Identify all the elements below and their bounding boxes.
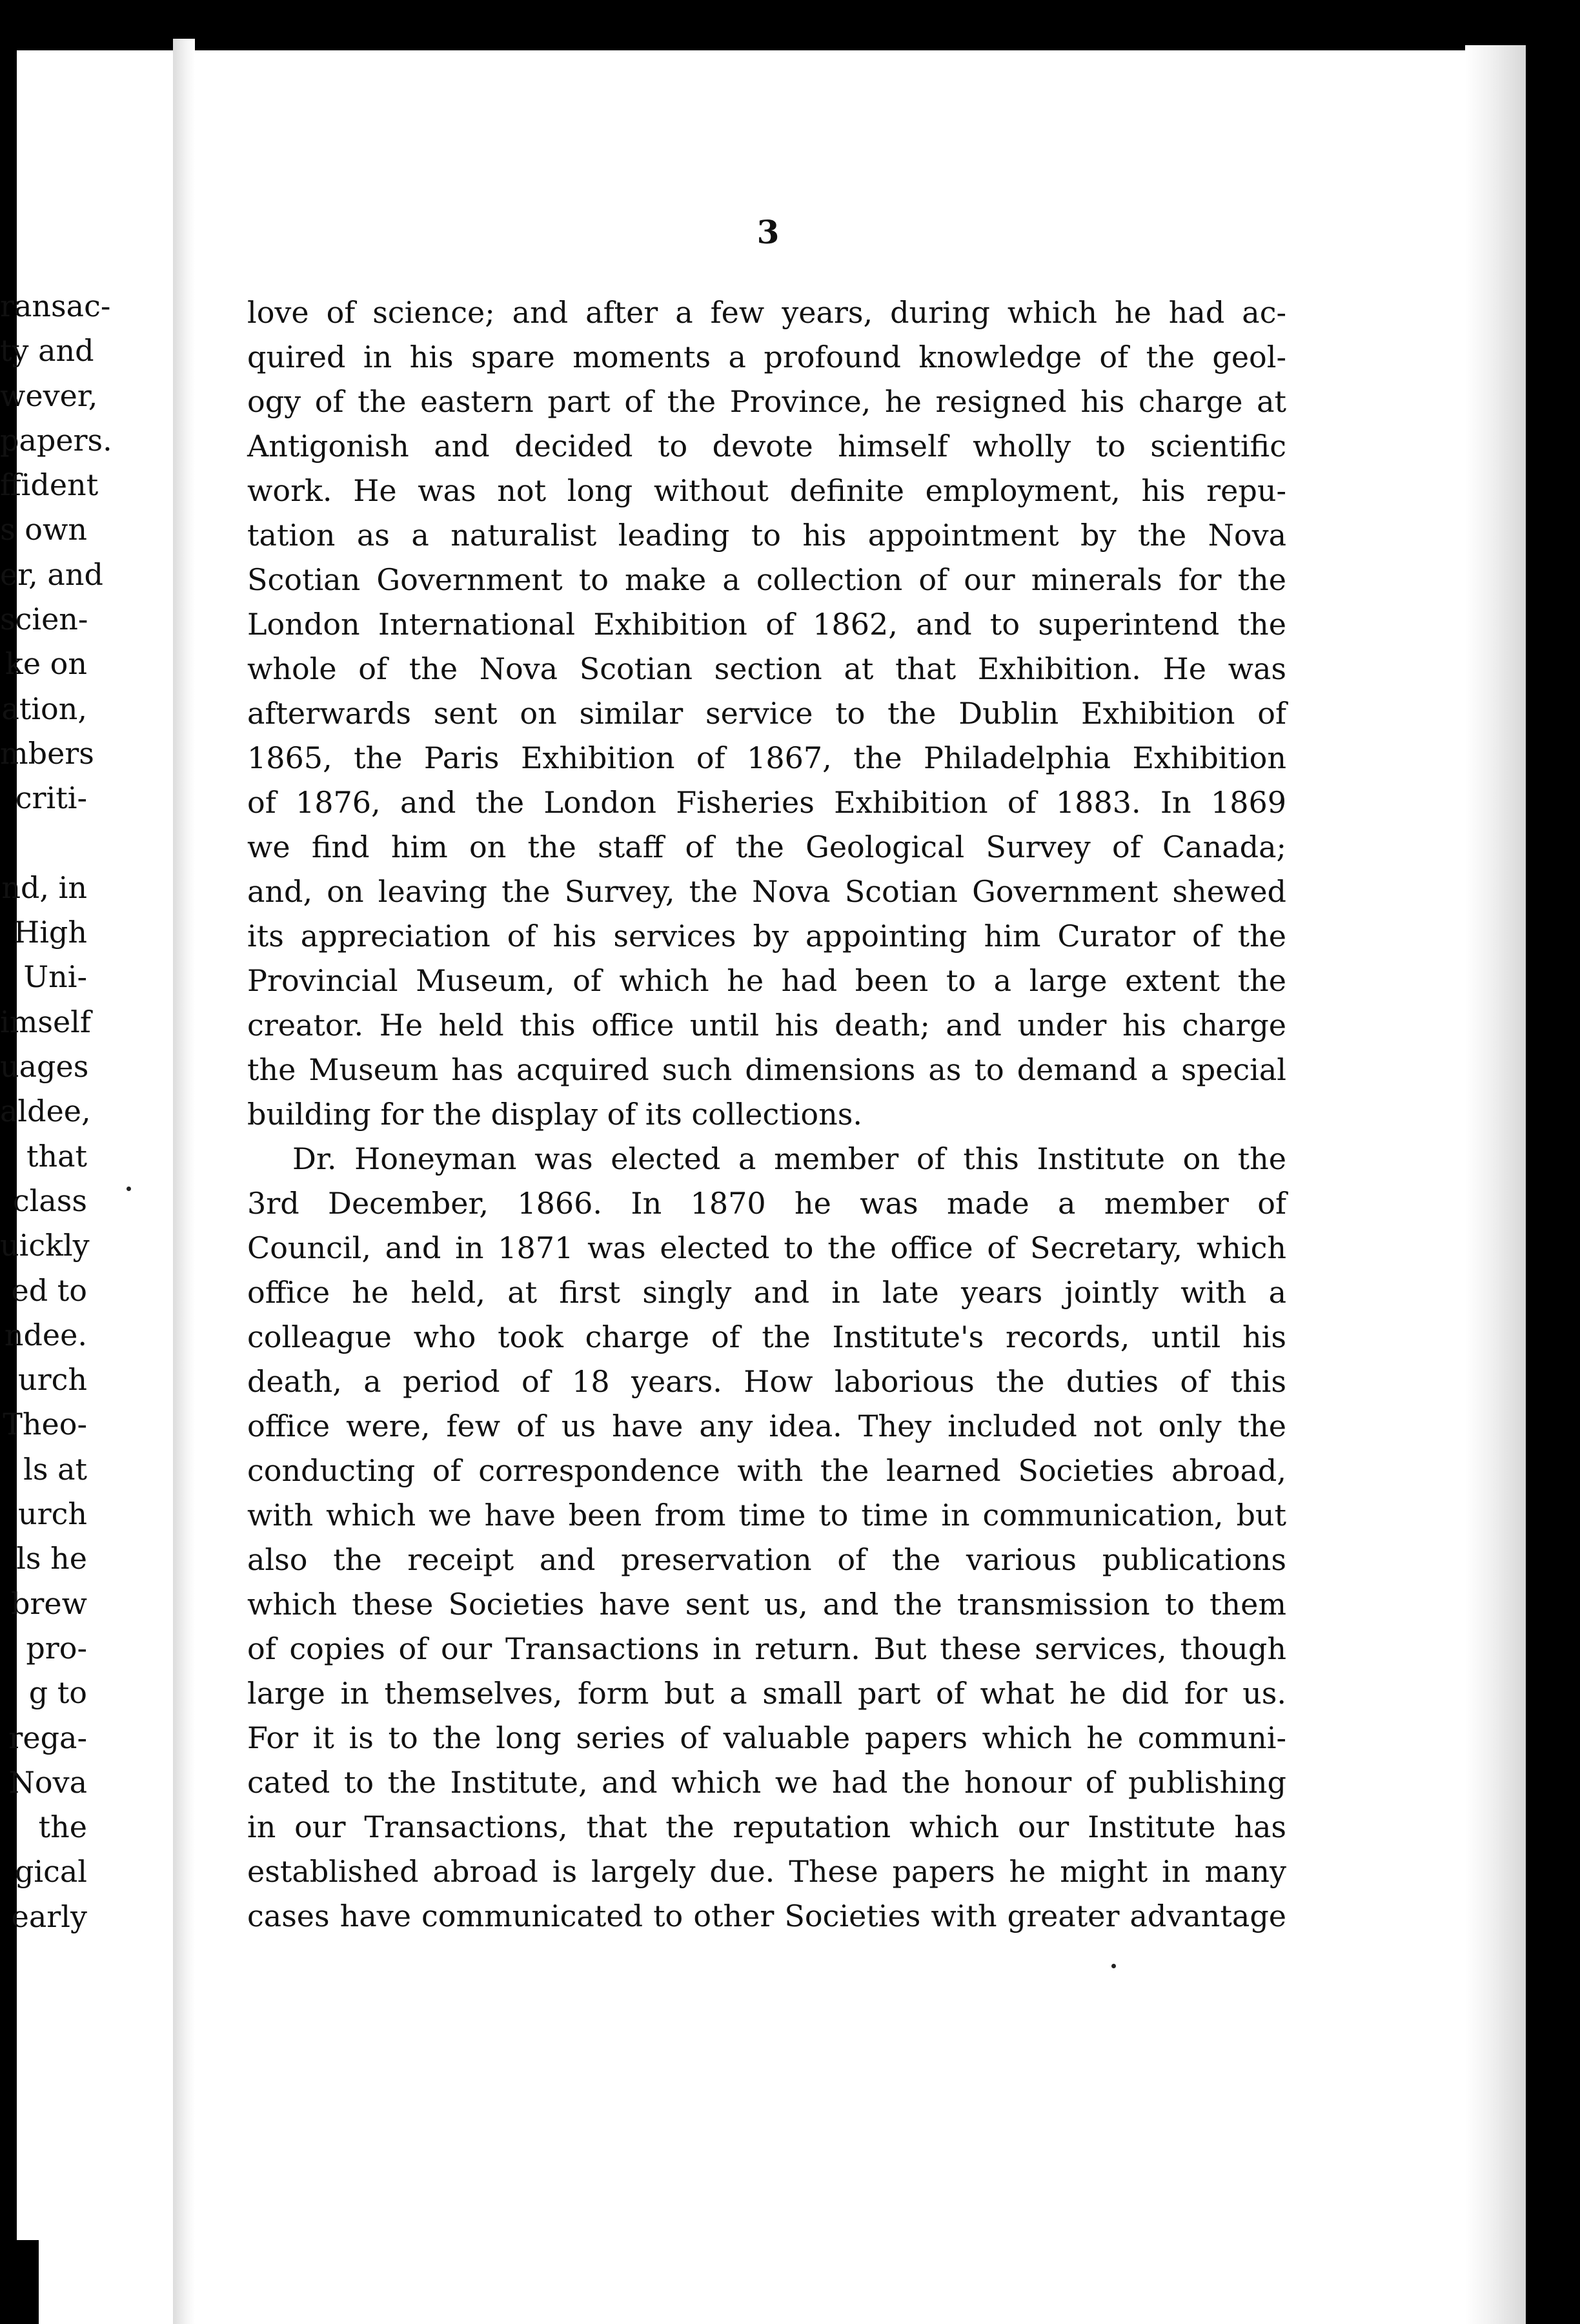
- fragment-line: g to: [28, 1675, 87, 1711]
- text-line: which these Societies have sent us, and the transmission to them: [247, 1587, 1286, 1622]
- text-line: Dr. Honeyman was elected a member of this Institute on the: [292, 1141, 1286, 1176]
- page-edge-shadow: [1465, 45, 1526, 2324]
- fragment-line: rega-: [8, 1720, 87, 1755]
- fragment-line: Theo-: [3, 1407, 87, 1442]
- fragment-line: ty and: [0, 333, 94, 369]
- text-line: work. He was not long without definite employment, his repu-: [247, 473, 1286, 508]
- text-line: quired in his spare moments a profound knowledge of the geol-: [247, 340, 1286, 374]
- fragment-line: s own: [0, 512, 87, 547]
- text-line: office were, few of us have any idea. They included not only the: [247, 1409, 1286, 1443]
- text-line: and, on leaving the Survey, the Nova Scotian Government shewed: [247, 874, 1286, 909]
- fragment-line: brew: [10, 1585, 87, 1621]
- fragment-line: class: [12, 1183, 87, 1218]
- text-line: ogy of the eastern part of the Province, he resigned his charge at: [247, 384, 1286, 419]
- fragment-line: ffident: [0, 467, 99, 503]
- text-line: its appreciation of his services by appointing him Curator of the: [247, 919, 1286, 953]
- fragment-line: ls at: [23, 1451, 87, 1487]
- fragment-line: pro-: [26, 1630, 87, 1666]
- text-line: in our Transactions, that the reputation which our Institute has: [247, 1809, 1286, 1844]
- fragment-line: wever,: [0, 378, 98, 413]
- fragment-line: papers.: [0, 422, 112, 458]
- fragment-line: urch: [17, 1496, 87, 1532]
- body-text: [247, 290, 1286, 1939]
- fragment-line: [0, 821, 87, 866]
- fragment-line: er, and: [0, 556, 103, 592]
- speck-mark: [127, 1187, 131, 1191]
- text-line: death, a period of 18 years. How laborious the duties of this: [247, 1364, 1286, 1399]
- fragment-line: scien-: [0, 602, 88, 637]
- text-line: the Museum has acquired such dimensions as to demand a special: [247, 1052, 1286, 1087]
- fragment-line: that: [26, 1138, 87, 1174]
- text-line: whole of the Nova Scotian section at that Exhibition. He was: [247, 651, 1286, 686]
- text-line: established abroad is largely due. These papers he might in many: [247, 1854, 1286, 1889]
- fragment-line: mbers: [0, 735, 94, 771]
- text-line: large in themselves, form but a small part of what he did for us.: [247, 1676, 1286, 1711]
- fragment-line: ls he: [16, 1541, 87, 1576]
- text-line: building for the display of its collections.: [247, 1097, 862, 1132]
- fragment-line: uages: [0, 1049, 89, 1085]
- text-line: with which we have been from time to time in communication, but: [247, 1498, 1286, 1533]
- fragment-line: ation,: [1, 691, 87, 726]
- text-line: colleague who took charge of the Institute's records, until his: [247, 1320, 1286, 1354]
- fragment-line: ed to: [11, 1272, 87, 1308]
- fragment-line: nd, in: [1, 870, 87, 905]
- text-line: Antigonish and decided to devote himself wholly to scientific: [247, 429, 1286, 464]
- fragment-line: early: [11, 1899, 87, 1934]
- text-line: creator. He held this office until his death; and under his charge: [247, 1008, 1286, 1043]
- text-line: we find him on the staff of the Geological Survey of Canada;: [247, 830, 1286, 864]
- scan-border-right: [1526, 0, 1580, 2324]
- text-line: office he held, at first singly and in late years jointly with a: [247, 1275, 1286, 1310]
- text-line: love of science; and after a few years, during which he had ac-: [247, 295, 1286, 330]
- previous-page-fragment: [0, 284, 112, 1939]
- speck-mark: [1111, 1964, 1116, 1968]
- fragment-line: the: [38, 1809, 87, 1845]
- text-line: Provincial Museum, of which he had been to a large extent the: [247, 963, 1286, 998]
- text-line: of copies of our Transactions in return. But these services, though: [247, 1631, 1286, 1666]
- page-number: 3: [756, 213, 780, 251]
- text-line: tation as a naturalist leading to his appointment by the Nova: [247, 518, 1286, 553]
- text-line: 1865, the Paris Exhibition of 1867, the Philadelphia Exhibition: [247, 740, 1286, 775]
- text-line: For it is to the long series of valuable papers which he communi-: [247, 1720, 1286, 1755]
- text-line: Council, and in 1871 was elected to the office of Secretary, which: [247, 1230, 1286, 1265]
- text-line: also the receipt and preservation of the various publications: [247, 1542, 1286, 1577]
- fragment-line: ke on: [5, 646, 87, 682]
- fragment-line: High: [14, 915, 87, 950]
- fragment-line: urch: [17, 1362, 87, 1398]
- fragment-line: ndee.: [4, 1317, 87, 1352]
- text-line: Scotian Government to make a collection of our minerals for the: [247, 562, 1286, 597]
- fragment-line: imself: [0, 1004, 91, 1039]
- fragment-line: criti-: [15, 780, 87, 816]
- fragment-line: aldee,: [0, 1094, 91, 1129]
- fragment-line: Nova: [8, 1764, 87, 1800]
- text-line: cated to the Institute, and which we had the honour of publishing: [247, 1765, 1286, 1800]
- text-line: of 1876, and the London Fisheries Exhibition of 1883. In 1869: [247, 785, 1286, 820]
- text-line: afterwards sent on similar service to the Dublin Exhibition of: [247, 696, 1286, 731]
- text-line: cases have communicated to other Societies with greater advantage: [247, 1899, 1286, 1933]
- text-line: London International Exhibition of 1862, and to superintend the: [247, 607, 1286, 642]
- scan-border-top: [0, 0, 1580, 50]
- fragment-line: uickly: [0, 1228, 90, 1263]
- scan-border-left-bottom: [0, 2240, 39, 2324]
- fragment-line: ransac-: [0, 289, 111, 323]
- text-line: conducting of correspondence with the learned Societies abroad,: [247, 1453, 1286, 1488]
- text-line: 3rd December, 1866. In 1870 he was made a member of: [247, 1186, 1286, 1221]
- fragment-line: Uni-: [23, 959, 87, 995]
- book-gutter: [173, 39, 195, 2324]
- fragment-line: gical: [14, 1854, 87, 1890]
